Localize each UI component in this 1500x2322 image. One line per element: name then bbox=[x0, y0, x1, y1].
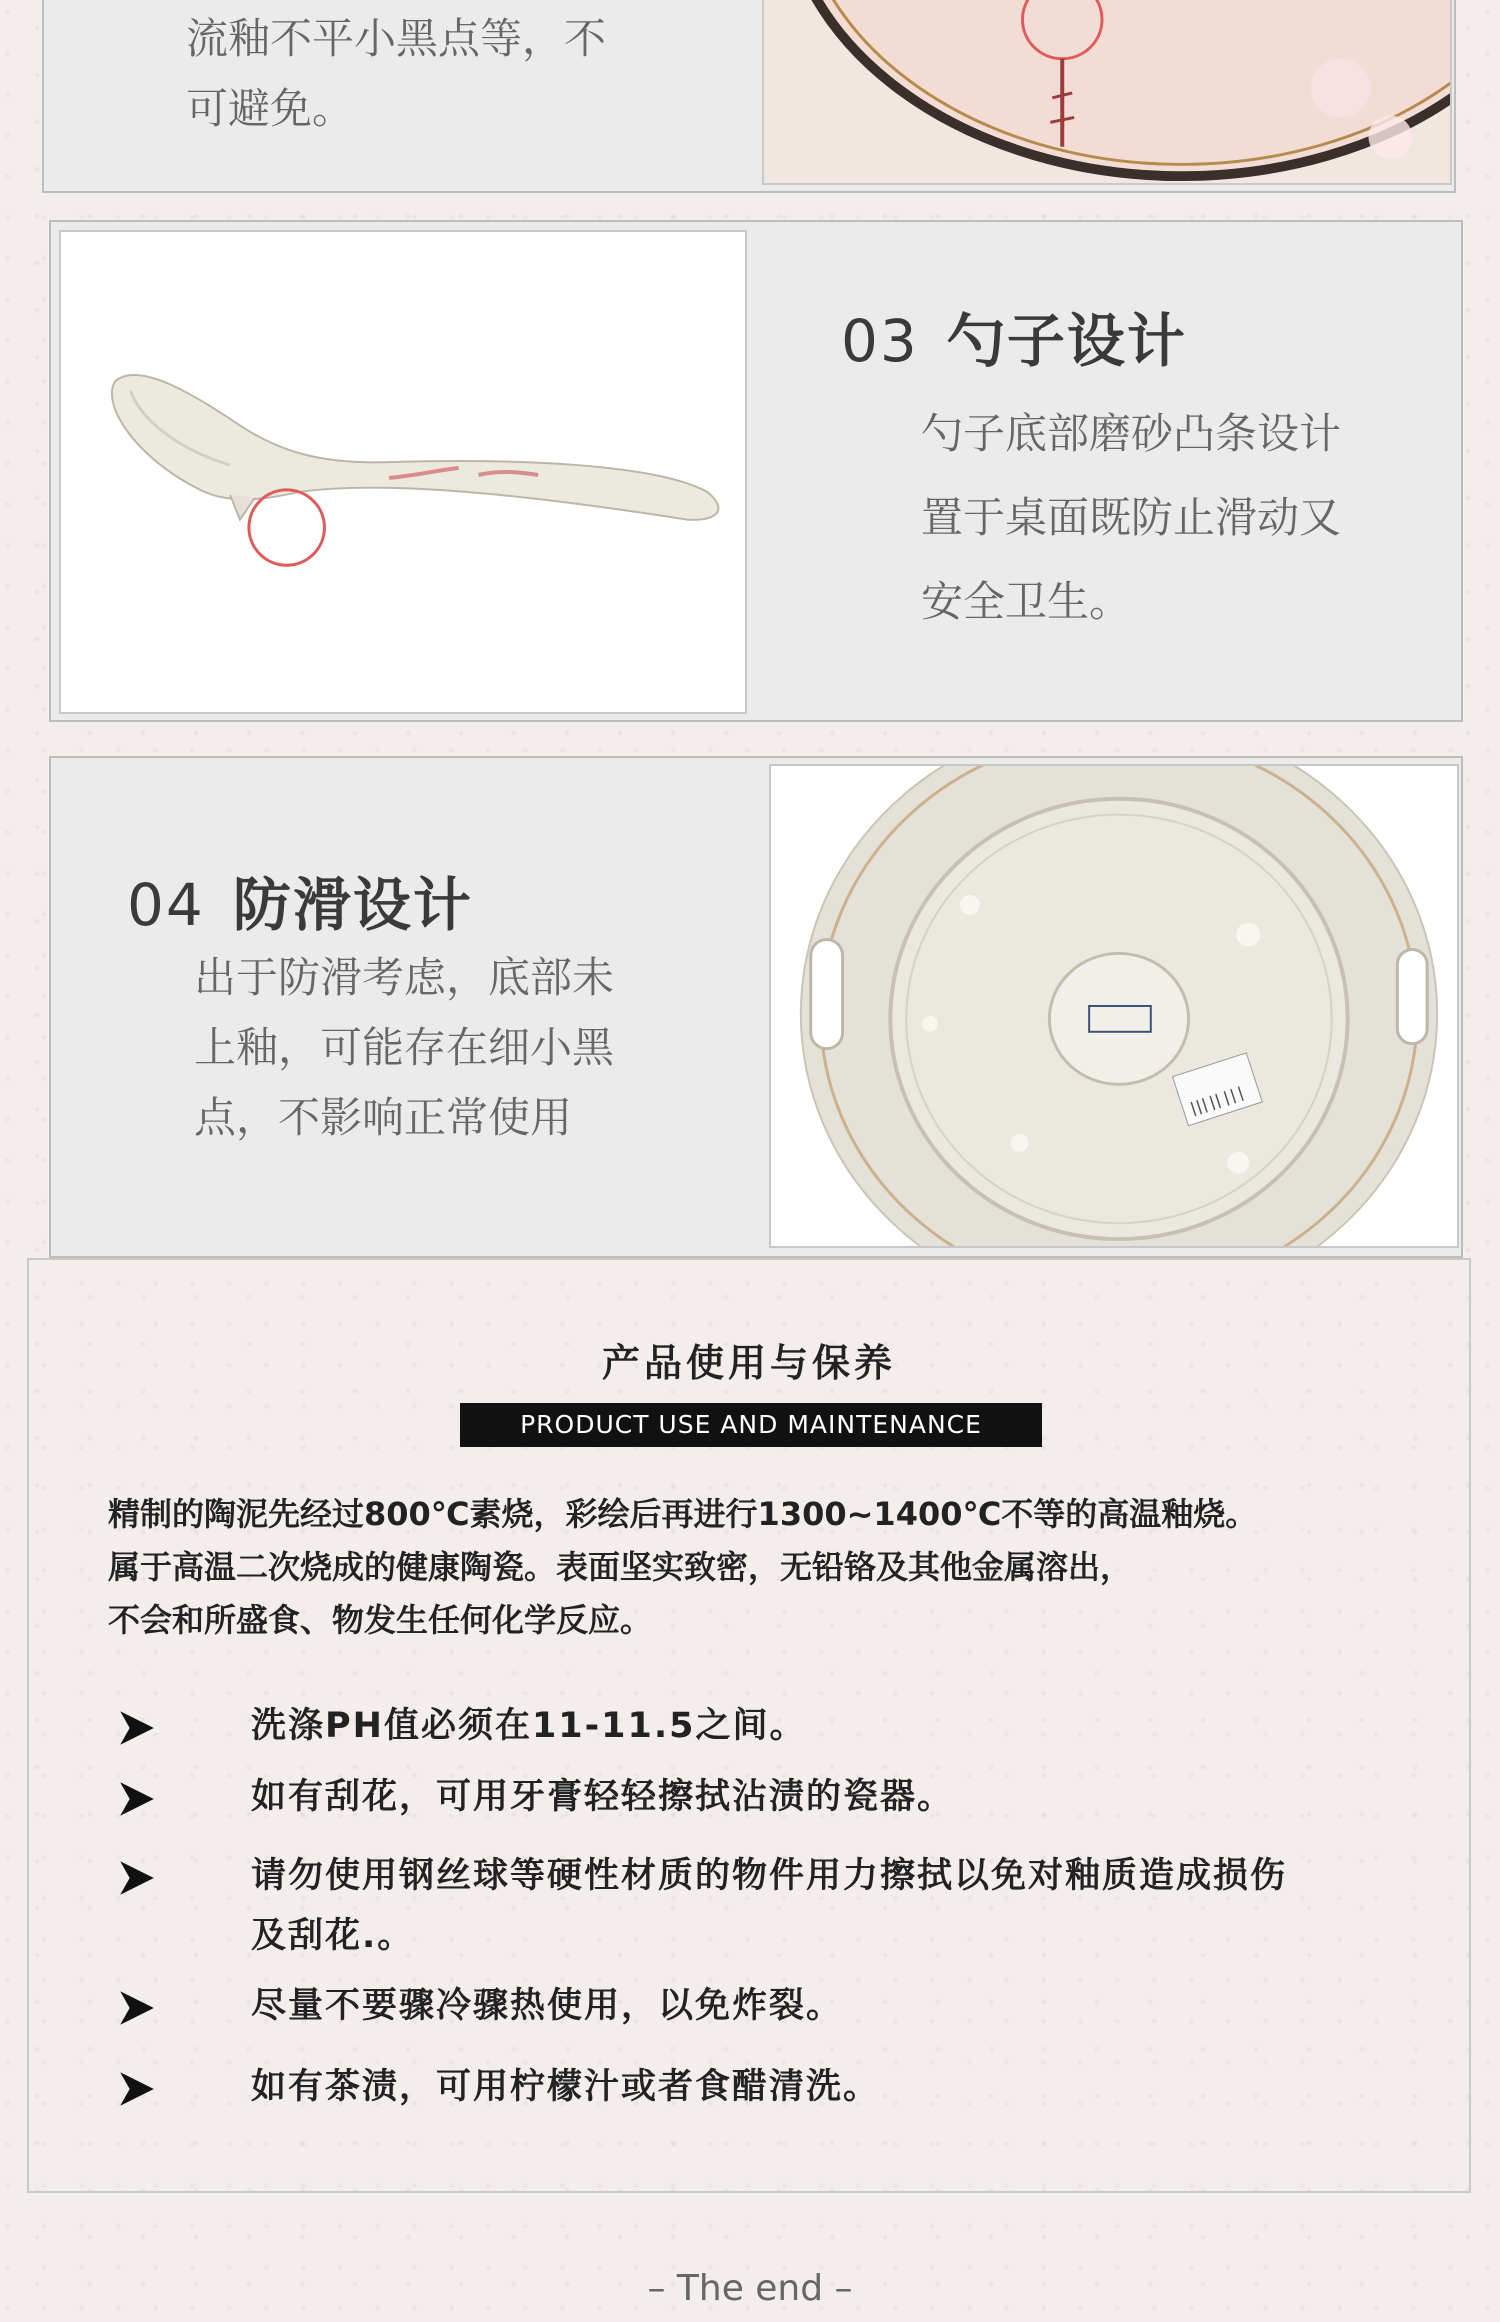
care-banner: PRODUCT USE AND MAINTENANCE bbox=[460, 1403, 1042, 1447]
section-03-number: 03 bbox=[841, 307, 919, 375]
section-04-panel bbox=[49, 756, 1463, 1258]
care-title: 产品使用与保养 bbox=[601, 1341, 896, 1385]
arrow-bullet-icon bbox=[116, 1778, 158, 1820]
arrow-bullet-icon bbox=[116, 2068, 158, 2110]
section-03-panel bbox=[49, 220, 1463, 722]
care-intro: 精制的陶泥先经过800℃素烧，彩绘后再进行1300~1400℃不等的高温釉烧。 属于高温二次烧成的健康陶瓷。表面坚实致密，无铅铬及其他金属溶出， 不会和所盛食、物发生任何化学反应。 bbox=[108, 1495, 1258, 1639]
arrow-bullet-icon bbox=[116, 1857, 158, 1899]
section-04-number: 04 bbox=[127, 871, 205, 939]
section-03-text: 勺子底部磨砂凸条设计 置于桌面既防止滑动又 安全卫生。 bbox=[921, 409, 1342, 626]
section-03-title bbox=[841, 294, 1187, 378]
plate-bottom-photo bbox=[769, 764, 1459, 1248]
plate-detail-photo bbox=[762, 0, 1452, 185]
arrow-bullet-icon bbox=[116, 1987, 158, 2029]
the-end-footer: – The end – bbox=[647, 2268, 853, 2309]
section-02-panel bbox=[42, 0, 1456, 193]
section-02-text: 流釉不平小黑点等，不 可避免。 bbox=[186, 14, 607, 133]
section-04-text: 出于防滑考虑，底部未 上釉，可能存在细小黑 点，不影响正常使用 bbox=[194, 953, 615, 1142]
spoon-photo bbox=[59, 230, 747, 714]
section-03-heading: 勺子设计 bbox=[946, 307, 1187, 375]
section-04-heading: 防滑设计 bbox=[232, 871, 473, 939]
section-04-title bbox=[127, 858, 473, 942]
arrow-bullet-icon bbox=[116, 1707, 158, 1749]
care-section: 产品使用与保养 PRODUCT USE AND MAINTENANCE 精制的陶泥先经过800℃素烧，彩绘后再进行1300~1400℃不等的高温釉烧。 属于高温二次烧成的健康陶瓷。表面坚实致密，无铅铬及其他金属溶出， 不会和所盛食、物发生任何化学反应。 洗涤PH值必须在11-11.5之间。 如有刮花，可用牙膏轻轻擦拭沾渍的瓷器。 请勿使用钢丝球等硬性材质的物件用力擦拭以免对釉质造成损伤 及刮花.。 尽量不要骤冷骤热使用，以免炸裂。 如有茶渍，可用柠檬汁或者食醋清洗。 bbox=[27, 1258, 1471, 2193]
